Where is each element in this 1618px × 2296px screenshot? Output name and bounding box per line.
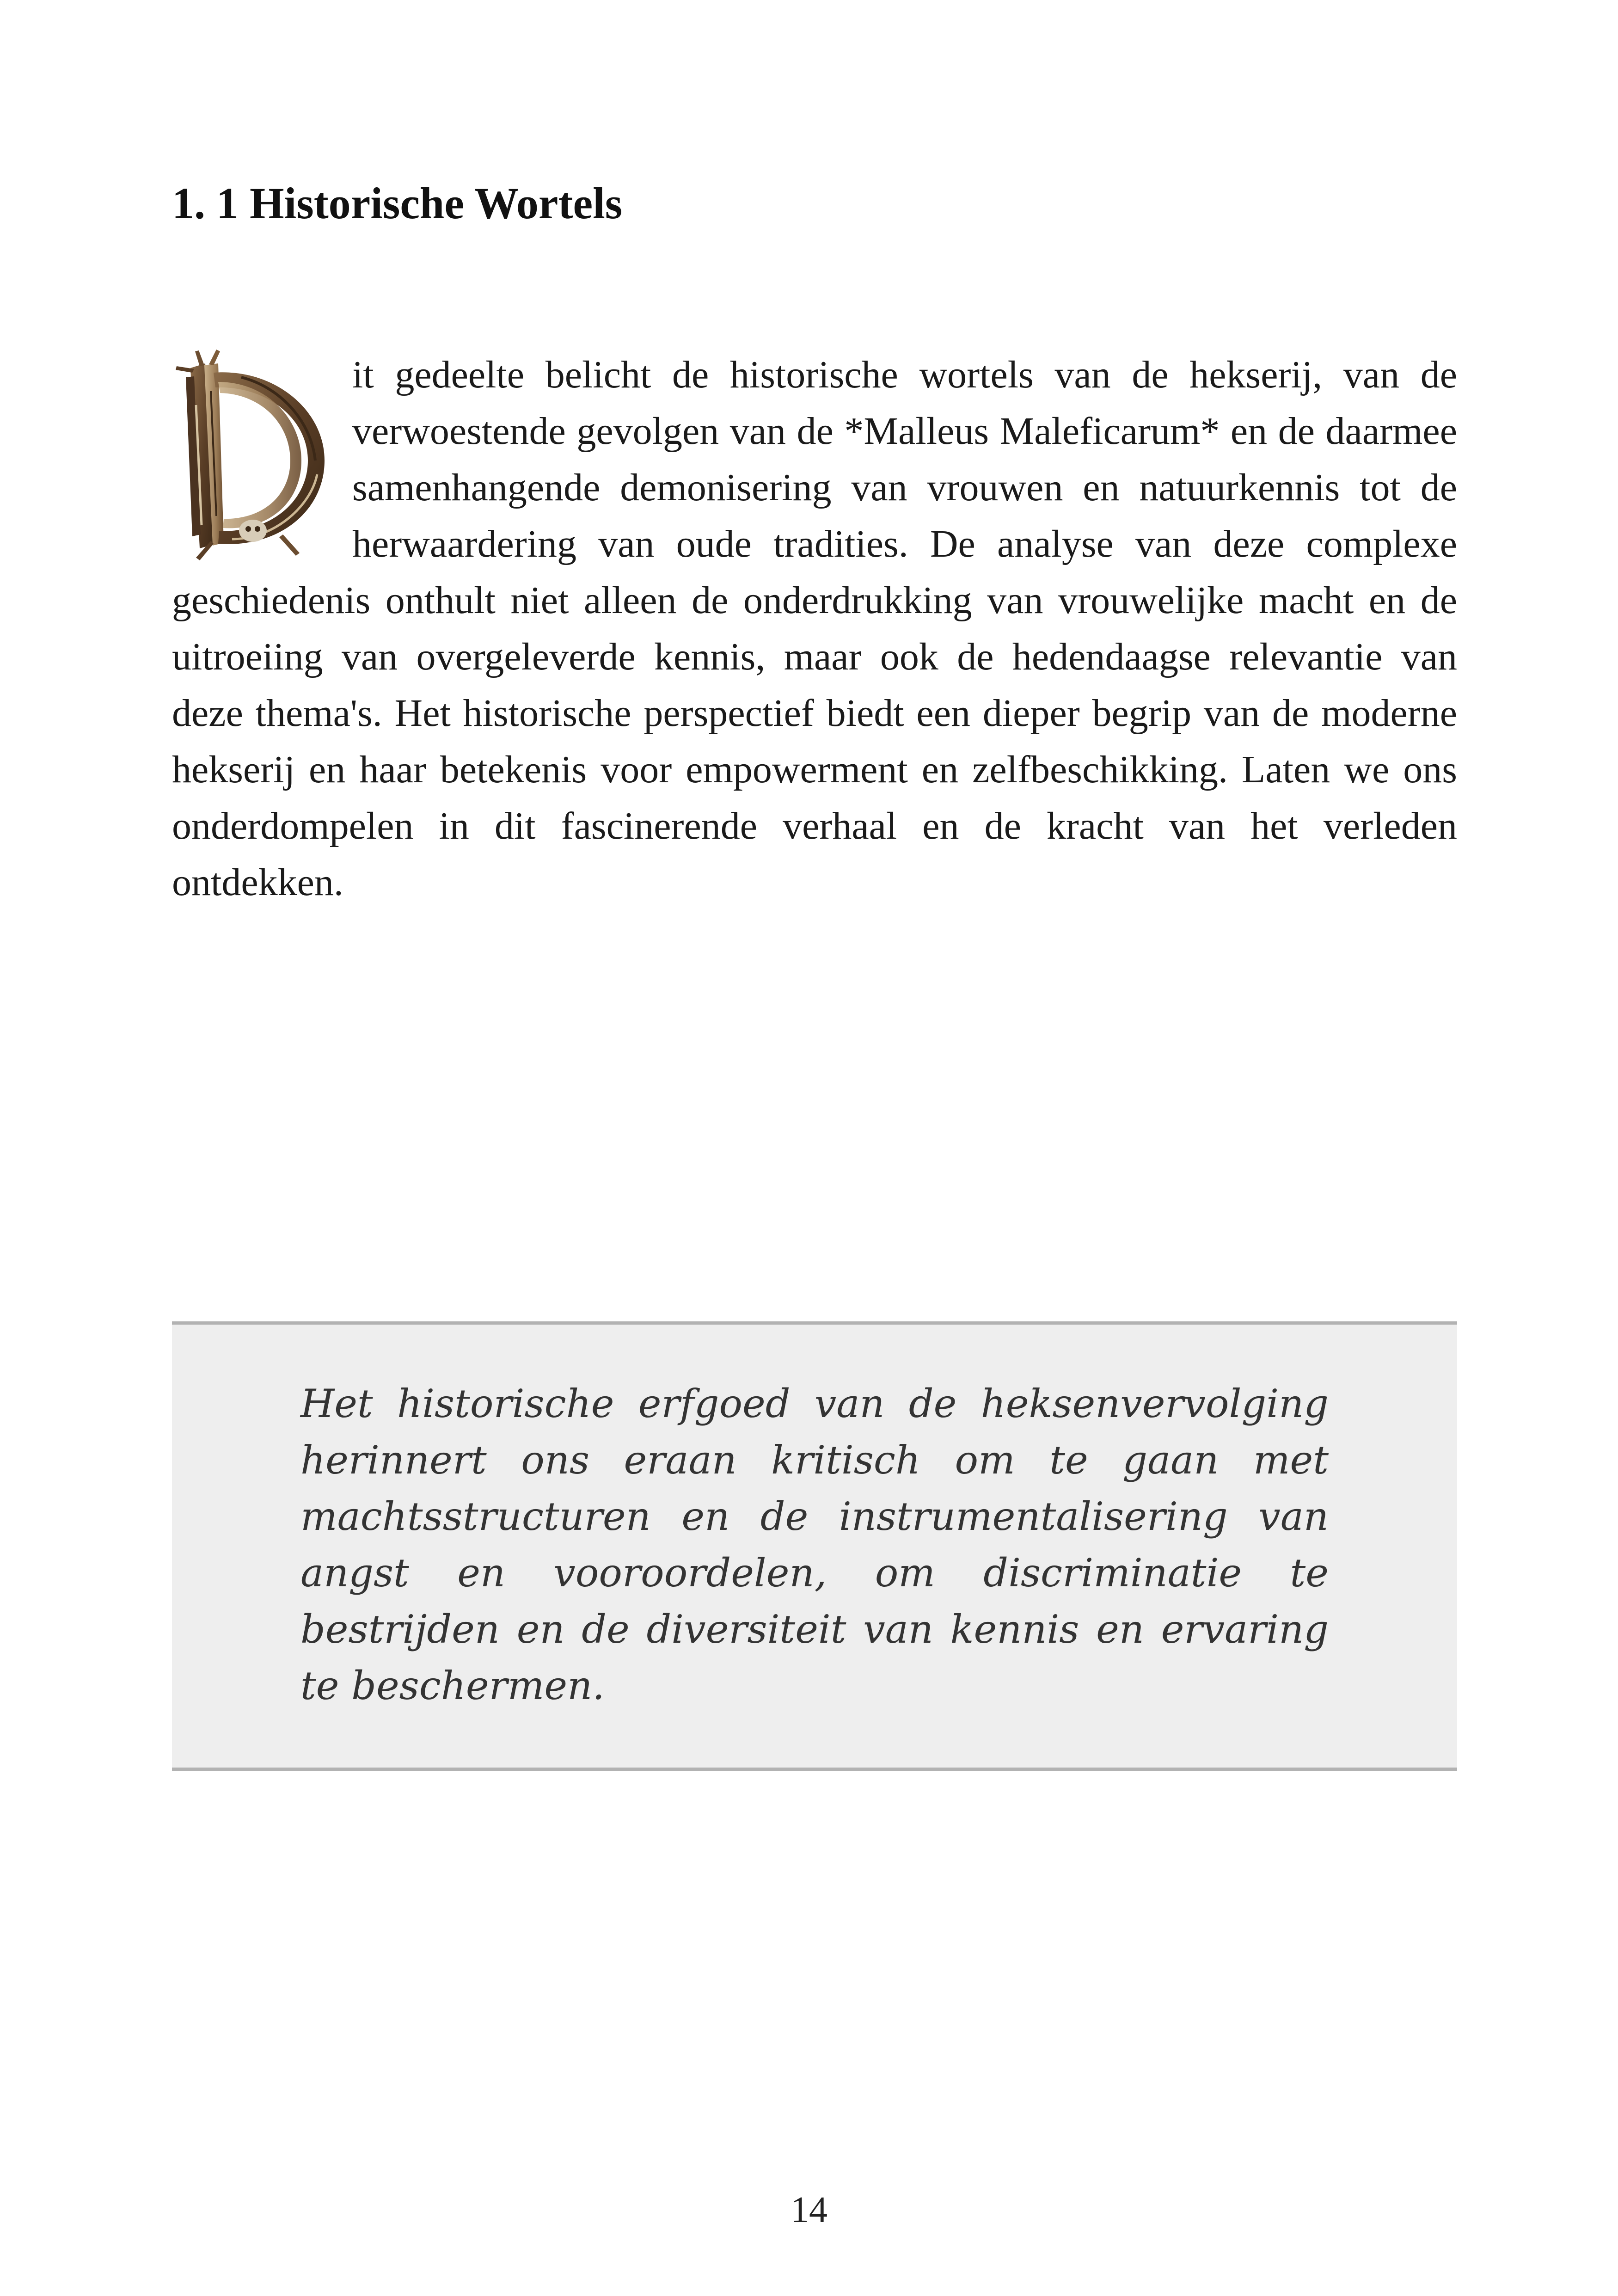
- section-heading: 1. 1 Historische Wortels: [172, 178, 623, 228]
- dropcap-d-illustration: [172, 350, 334, 562]
- body-paragraph: [172, 347, 1457, 911]
- body-paragraph-text: it gedeelte belicht de historische wortels van de hekserij, van de verwoestende gevolgen van de *Malleus Maleficarum* en de daarmee samenhangende demonisering van vrouwen en natuurkennis tot de herwaardering van oude tradities. De analyse van deze complexe geschiedenis onthult niet alleen de onderdrukking van vrouwelijke macht en de uitroeiing van overgeleverde kennis, maar ook de hedendaagse relevantie van deze thema's. Het historische perspectief biedt een dieper begrip van de moderne hekserij en haar betekenis voor empowerment en zelfbeschikking. Laten we ons onderdompelen in dit fascinerende verhaal en de kracht van het verleden ontdekken.: [172, 353, 1457, 904]
- decorative-dropcap-d: [172, 350, 334, 562]
- page-number: 14: [791, 2190, 827, 2230]
- callout-quote: Het historische erfgoed van de heksenvervolging herinnert ons eraan kritisch om te gaan met machtsstructuren en de instrumentalisering van angst en vooroordelen, om discriminatie te bestrijden en de diversiteit van kennis en ervaring te beschermen.: [300, 1381, 1329, 1708]
- callout-box: [172, 1321, 1457, 1771]
